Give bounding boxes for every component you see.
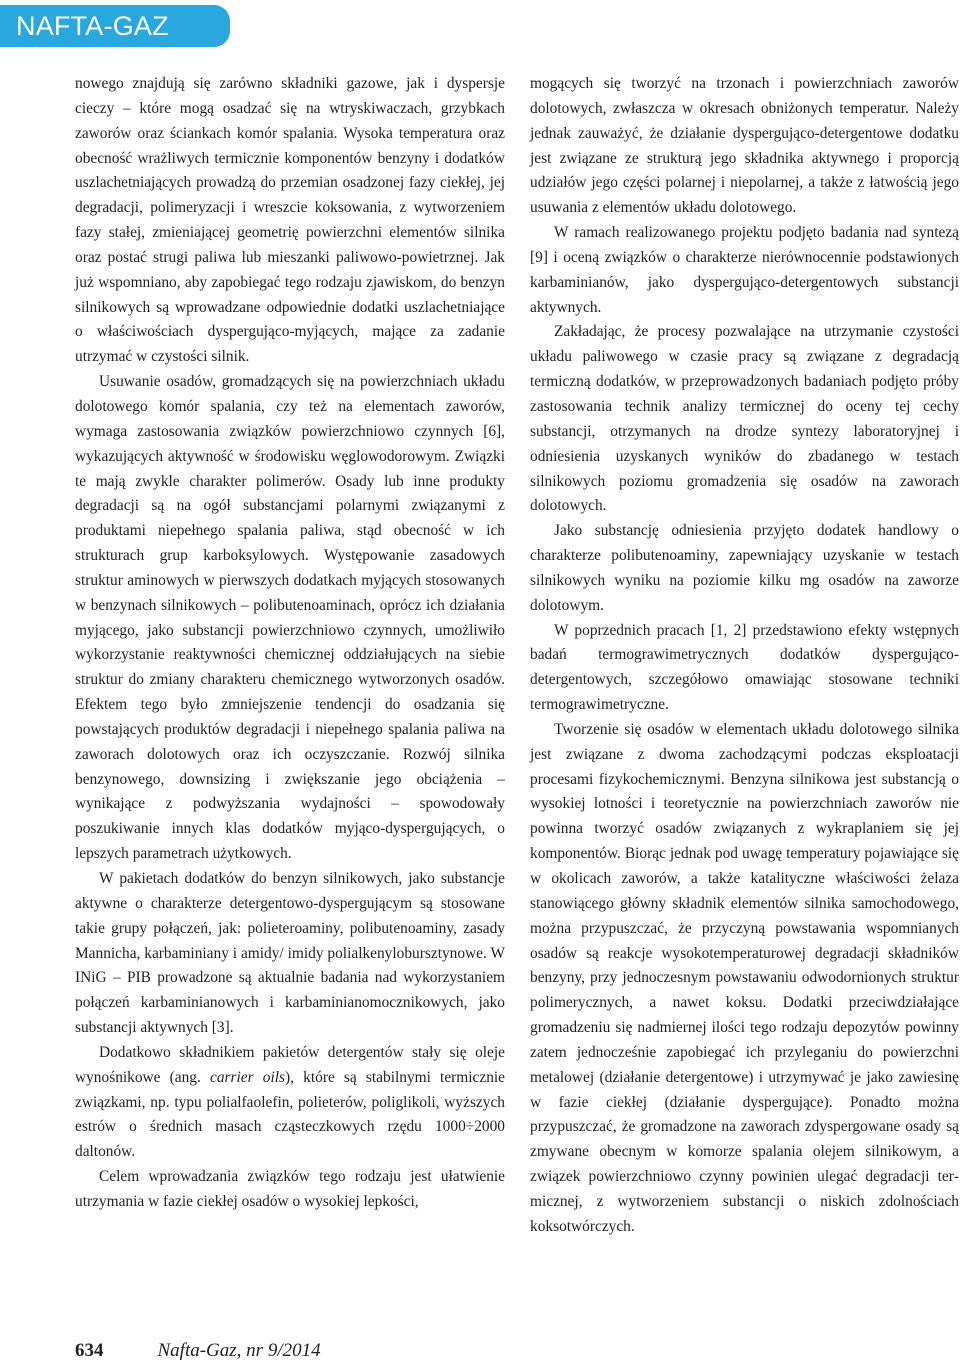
page-footer [75, 1340, 321, 1362]
right-paragraph-1: mogących się tworzyć na trzonach i powierzchniach zaworów dolotowych, zwłaszcza w okresach obniżonych temperatur. Należy jednak zauważyć, że działanie dyspergująco-detergentowe dodatku jest związane ze strukturą jego składnika aktywnego i proporcją udziałów jego części polarnej i niepolarnej, a także z łatwością jego usuwania z elementów układu dolotowego. [530, 75, 959, 217]
paragraph-text-after: ), które są stabilnymi termicznie związkami, np. typu polialfaolefin, polieterów, poliglikoli, wyższych estrów o średnich masach cząsteczkowych rzędu 1000÷2000 daltonów. [75, 1068, 505, 1161]
page-number: 634 [75, 1340, 104, 1361]
right-paragraph-3: Zakładając, że procesy pozwalające na utrzymanie czystości układu paliwowego w czasie pracy są związane z degradacją termiczną dodatków, w przeprowadzonych badaniach podjęto próby zastosowania technik analizy termicznej do oceny tej cechy substancji, otrzymanych na drodze syntezy laboratoryjnej i odniesienia uzyskanych wyników do zbadanego w testach silnikowych poziomu gromadzenia się osadów na zaworach dolotowych. [530, 323, 959, 515]
journal-reference: Nafta-Gaz, nr 9/2014 [157, 1340, 321, 1361]
right-paragraph-2: W ramach realizowanego projektu podjęto badania nad syntezą [9] i oceną związków o charakterze nierównocennie podstawionych karbaminianów, jako dyspergująco-detergentowych substancji aktywnych. [530, 224, 959, 316]
left-paragraph-3: W pakietach dodatków do benzyn silnikowych, jako substancje aktywne o charakterze detergentowo-dyspergującym są stosowane takie grupy połączeń, jak: polieteroaminy, polibutenoaminy, zasady Mannicha, karbaminiany i amidy/ imidy polialkenylobursztynowe. W INiG – PIB prowadzone są aktualnie badania nad wykorzystaniem połączeń karbaminianowych i karbaminianomocznikowych, jako substancji aktywnych [3]. [75, 870, 505, 1037]
carrier-oils-term: carrier oils [210, 1068, 286, 1086]
left-paragraph-1: nowego znajdują się zarówno składniki gazowe, jak i dyspersje cieczy – które mogą osadzać się na wtryskiwaczach, grzybkach zaworów oraz ściankach komór spalania. Wysoka temperatura oraz obecność wrażliwych termicznie komponentów benzyny i dodatków uszlachetniających prowadzą do przemian osadzonej fazy ciekłej, jej degradacji, polimeryzacji i wreszcie koksowania, z wytworzeniem fazy stałej, zmieniającej geometrię powierzchni elementów silnika oraz postać strugi paliwa lub mieszanki paliwowo-powietrznej. Jak już wspomniano, aby zapobiegać tego rodzaju zjawiskom, do benzyn silnikowych są wprowadzane odpowiednie dodatki uszlachetniające o właściwościach dyspergująco-myjących, mające za zadanie utrzymać w czystości silnik. [75, 75, 505, 366]
right-column [530, 72, 959, 1240]
left-paragraph-2: Usuwanie osadów, gromadzących się na powierzchniach układu dolotowego komór spalania, czy też na elementach zaworów, wymaga zastosowania związków powierzchniowo czynnych [6], wykazujących aktywność w środowisku węglowodorowym. Związki te mają zwykle charakter polimerów. Osady lub inne produkty degradacji są na ogół substancjami polarnymi związanymi z produktami niepełnego spalania paliwa, stąd obecność w ich strukturach grup karboksylowych. Występowanie zasadowych struktur aminowych w pierwszych dodatkach myjących stosowanych w benzynach silnikowych – polibutenoaminach, oprócz ich działania myjącego, jako substancji powierzchniowo czynnych, umożliwiło wykorzystanie reaktywności chemicznej oddziałujących na siebie struktur do zmiany charakteru chemicznego wytworzonych osadów. Efektem tego było zmniejszenie tendencji do osadzania się powstających produktów degradacji i niepełnego spalania paliwa na zaworach dolotowych oraz ich oczyszczanie. Rozwój silnika benzynowego, downsizing i zwiększanie jego obciążenia – wynikające z podwyższania wydajności – spowodowały poszukiwanie innych klas dodatków myjąco-dyspergujących, o lepszych parametrach użytkowych. [75, 373, 505, 863]
paragraph-text-before: Dodatkowo składnikiem pakietów detergentów stały się oleje wynośnikowe (ang. [75, 1043, 505, 1086]
left-paragraph-5: Celem wprowadzania związków tego rodzaju jest ułatwienie utrzymania w fazie ciekłej osadów o wysokiej lepkości, [75, 1168, 505, 1210]
journal-title: NAFTA-GAZ [16, 11, 169, 41]
left-column [75, 72, 505, 1215]
right-paragraph-4: Jako substancję odniesienia przyjęto dodatek handlowy o charakterze polibutenoaminy, zapewniający uzyskanie w testach silnikowych wyniku na poziomie kilku mg osadów na zaworze dolotowym. [530, 522, 959, 614]
journal-header-bar [0, 5, 230, 47]
left-paragraph-4 [75, 1041, 505, 1165]
right-paragraph-5: W poprzednich pracach [1, 2] przedstawiono efekty wstępnych badań termograwimetrycznych dodatków dyspergująco-detergentowych, szczegółowo omawiając stosowane techniki termograwimetryczne. [530, 621, 959, 714]
right-paragraph-6: Tworzenie się osadów w elementach układu dolotowego silnika jest związane z dwoma zachodzącymi podczas eksploatacji procesami fizykochemicznymi. Benzyna silnikowa jest substancją o wysokiej lotności i teoretycznie na powierzchniach zaworów nie powinna tworzyć osadów związanych z wykraplaniem się jej komponentów. Biorąc jednak pod uwagę temperatury pojawiające się w okolicach zaworów, a także katalityczne właściwości żelaza stanowiącego główny składnik elementów silnika samochodowego, można przypuszczać, że przyczyną powstawania wspomnianych osadów są reakcje wysokotemperaturowej degradacji składników benzyny, przy jednoczesnym powstawaniu odwodornionych struktur polimerycznych, a nawet koksu. Dodatki przeciwdziałające gromadzeniu się nadmiernej ilości tego rodzaju depozytów powinny zatem jednocześnie zapobiegać ich przyleganiu do powierzchni metalowej (działanie detergentowe) i utrzymywać je jako zawiesinę w fazie ciekłej (działanie dyspergujące). Ponadto można przypuszczać, że gromadzone na zaworach zdyspergowane osady są zmywane obecnym w komorze spalania olejem silnikowym, a związek powierzchniowo czynny powinien ulegać degradacji termicznej, z wytworzeniem substancji o niskich zdolnościach koksotwórczych. [530, 720, 959, 1235]
